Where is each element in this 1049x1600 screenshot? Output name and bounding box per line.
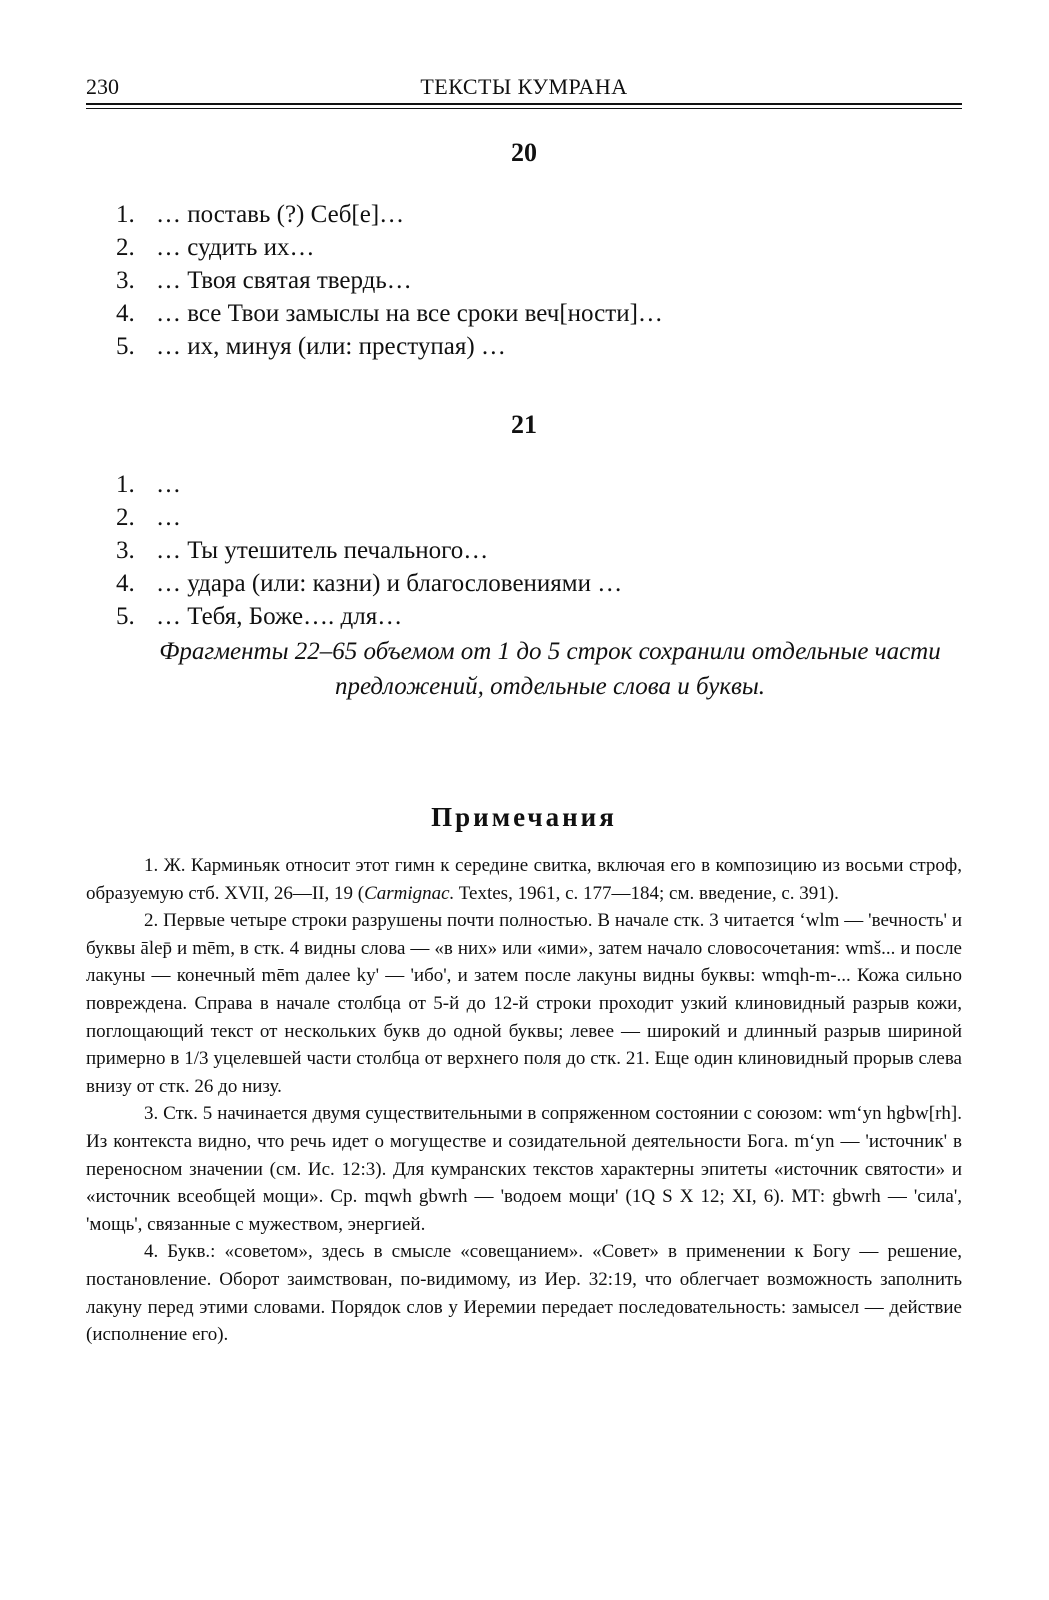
fragment-number: 20 <box>511 138 537 167</box>
header-rule-thin <box>86 108 962 109</box>
fragment-lines <box>116 468 956 633</box>
fragment-line: 5. … Тебя, Боже…. для… <box>116 603 403 630</box>
notes-heading: Примечания <box>431 802 617 832</box>
page-number: 230 <box>86 74 119 99</box>
fragment-line: 4. … удара (или: казни) и благословениями … <box>116 570 623 597</box>
fragment-line: 1. … <box>116 471 181 498</box>
header-rule <box>86 103 962 105</box>
note-paragraph: 1. Ж. Карминьяк относит этот гимн к середине свитка, включая его в композицию из восьми строф, образуемую стб. XVII, 26—II, 19 (Carmignac. Textes, 1961, с. 177—184; см. введение, с. 391). <box>86 855 962 904</box>
note-paragraph: 4. Букв.: «советом», здесь в смысле «совещанием». «Совет» в применении к Богу — решение, постановление. Оборот заимствован, по-видимому, из Иер. 32:19, что облегчает возможность заполнить лакуну перед этими словами. Порядок слов у Иеремии передает последовательность: замысел — действие (исполнение его). <box>86 1241 962 1346</box>
fragment-line: 3. … Твоя святая твердь… <box>116 267 412 294</box>
note-paragraph: 2. Первые четыре строки разрушены почти полностью. В начале стк. 3 читается ‘wlm — 'вечность' и буквы ālep̄ и mēm, в стк. 4 видны слова — «в них» или «ими», затем начало словосочетания: wmš... и после лакуны — конечный mēm далее ky' — 'ибо', и затем после лакуны видны буквы: wmqh-m-... Кожа сильно повреждена. Справа в начале столбца от 5-й до 12-й строки проходит узкий клиновидный разрыв кожи, поглощающий текст от нескольких букв до одной буквы; левее — широкий и длинный разрыв шириной примерно в 1/3 уцелевшей части столбца от верхнего поля до стк. 21. Еще один клиновидный прорыв слева внизу от стк. 26 до низу. <box>86 910 962 1097</box>
fragments-summary: Фрагменты 22–65 объемом от 1 до 5 строк сохранили отдельные части предложений, отдельные слова и буквы. <box>159 638 941 700</box>
fragment-line: 1. … поставь (?) Себ[е]… <box>116 201 405 228</box>
notes-body <box>86 852 962 1349</box>
fragment-line: 2. … <box>116 504 181 531</box>
fragment-line: 3. … Ты утешитель печального… <box>116 537 489 564</box>
fragment-line: 2. … судить их… <box>116 234 315 261</box>
fragment-number: 21 <box>511 410 537 439</box>
fragment-line: 4. … все Твои замыслы на все сроки веч[ности]… <box>116 300 663 327</box>
note-paragraph: 3. Стк. 5 начинается двумя существительными в сопряженном состоянии с союзом: wm‘yn hgbw[rh]. Из контекста видно, что речь идет о могуществе и созидательной деятельности Бога. m‘yn — 'источник' в переносном значении (см. Ис. 12:3). Для кумранских текстов характерны эпитеты «источник святости» и «источник всеобщей мощи». Ср. mqwh gbwrh — 'водоем мощи' (1Q S X 12; XI, 6). МТ: gbwrh — 'сила', 'мощь', связанные с мужеством, энергией. <box>86 1103 962 1235</box>
fragment-line: 5. … их, минуя (или: преступая) … <box>116 333 506 360</box>
fragment-lines <box>116 198 956 363</box>
running-title: ТЕКСТЫ КУМРАНА <box>420 74 628 99</box>
page-header <box>86 74 962 102</box>
